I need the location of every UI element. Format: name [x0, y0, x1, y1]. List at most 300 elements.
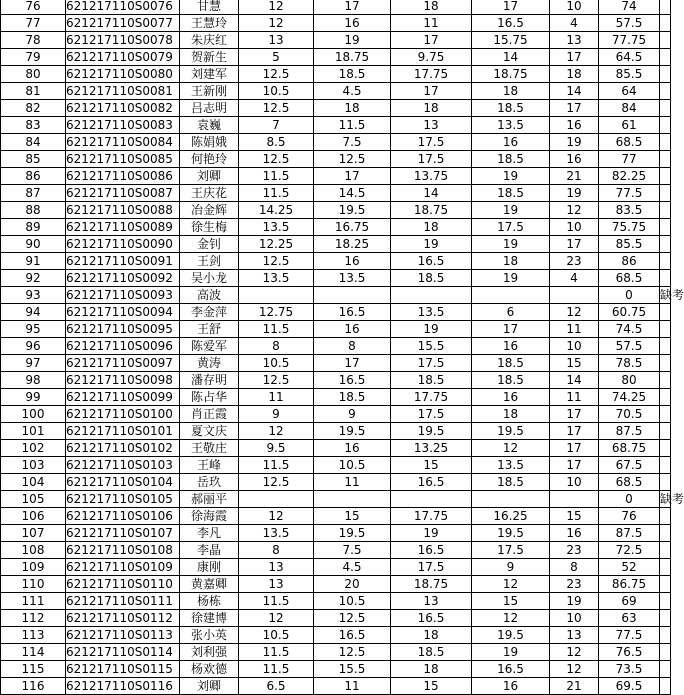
score-4-cell[interactable]: 19.5	[472, 525, 550, 542]
candidate-id-cell[interactable]: 621217110S0108	[66, 542, 180, 559]
score-3-cell[interactable]: 17.75	[391, 389, 472, 406]
score-2-cell[interactable]: 12.5	[314, 644, 391, 661]
remark-cell[interactable]	[660, 457, 671, 474]
score-4-cell[interactable]: 19	[472, 644, 550, 661]
remark-cell[interactable]	[660, 423, 671, 440]
score-2-cell[interactable]: 16.5	[314, 372, 391, 389]
score-1-cell[interactable]: 8.5	[239, 134, 314, 151]
candidate-name-cell[interactable]: 杨栋	[180, 593, 239, 610]
score-2-cell[interactable]: 17	[314, 168, 391, 185]
total-score-cell[interactable]: 85.5	[599, 236, 660, 253]
total-score-cell[interactable]: 57.5	[599, 15, 660, 32]
candidate-name-cell[interactable]: 何艳玲	[180, 151, 239, 168]
score-1-cell[interactable]: 13	[239, 576, 314, 593]
score-5-cell[interactable]: 15	[550, 355, 599, 372]
score-1-cell[interactable]: 12	[239, 610, 314, 627]
row-number-cell[interactable]: 105	[1, 491, 66, 508]
row-number-cell[interactable]: 89	[1, 219, 66, 236]
remark-cell[interactable]	[660, 440, 671, 457]
score-4-cell[interactable]: 12	[472, 576, 550, 593]
remark-cell[interactable]	[660, 202, 671, 219]
total-score-cell[interactable]: 69	[599, 593, 660, 610]
score-5-cell[interactable]: 12	[550, 304, 599, 321]
score-5-cell[interactable]: 11	[550, 389, 599, 406]
score-5-cell[interactable]: 19	[550, 593, 599, 610]
score-1-cell[interactable]: 11.5	[239, 168, 314, 185]
score-3-cell[interactable]: 18.5	[391, 372, 472, 389]
total-score-cell[interactable]: 69.5	[599, 678, 660, 695]
candidate-name-cell[interactable]: 陈娟娥	[180, 134, 239, 151]
candidate-id-cell[interactable]: 621217110S0097	[66, 355, 180, 372]
score-5-cell[interactable]: 13	[550, 627, 599, 644]
score-4-cell[interactable]: 18.5	[472, 474, 550, 491]
score-1-cell[interactable]: 10.5	[239, 83, 314, 100]
remark-cell[interactable]	[660, 253, 671, 270]
score-2-cell[interactable]: 16.75	[314, 219, 391, 236]
score-3-cell[interactable]: 18	[391, 661, 472, 678]
total-score-cell[interactable]: 68.75	[599, 440, 660, 457]
score-2-cell[interactable]: 19.5	[314, 525, 391, 542]
score-2-cell[interactable]: 16	[314, 440, 391, 457]
candidate-name-cell[interactable]: 贺新生	[180, 49, 239, 66]
candidate-name-cell[interactable]: 朱庆红	[180, 32, 239, 49]
score-2-cell[interactable]: 20	[314, 576, 391, 593]
total-score-cell[interactable]: 77.75	[599, 32, 660, 49]
score-3-cell[interactable]: 19	[391, 236, 472, 253]
score-5-cell[interactable]: 10	[550, 610, 599, 627]
score-4-cell[interactable]: 17.5	[472, 542, 550, 559]
score-4-cell[interactable]: 19.5	[472, 423, 550, 440]
total-score-cell[interactable]: 60.75	[599, 304, 660, 321]
candidate-name-cell[interactable]: 杨欢德	[180, 661, 239, 678]
score-4-cell[interactable]: 17	[472, 321, 550, 338]
remark-cell[interactable]	[660, 304, 671, 321]
remark-cell[interactable]	[660, 236, 671, 253]
remark-cell[interactable]: 缺考	[660, 492, 684, 506]
score-4-cell[interactable]: 19	[472, 168, 550, 185]
score-1-cell[interactable]: 7	[239, 117, 314, 134]
total-score-cell[interactable]: 64.5	[599, 49, 660, 66]
score-2-cell[interactable]: 10.5	[314, 457, 391, 474]
score-5-cell[interactable]: 10	[550, 338, 599, 355]
candidate-id-cell[interactable]: 621217110S0107	[66, 525, 180, 542]
score-3-cell[interactable]: 17.5	[391, 134, 472, 151]
row-number-cell[interactable]: 108	[1, 542, 66, 559]
row-number-cell[interactable]: 94	[1, 304, 66, 321]
score-2-cell[interactable]: 18	[314, 100, 391, 117]
candidate-id-cell[interactable]: 621217110S0095	[66, 321, 180, 338]
score-2-cell[interactable]: 10.5	[314, 593, 391, 610]
row-number-cell[interactable]: 100	[1, 406, 66, 423]
total-score-cell[interactable]: 86.75	[599, 576, 660, 593]
score-2-cell[interactable]: 12.5	[314, 610, 391, 627]
score-1-cell[interactable]: 10.5	[239, 627, 314, 644]
score-1-cell[interactable]: 13	[239, 559, 314, 576]
score-4-cell[interactable]: 18.5	[472, 100, 550, 117]
total-score-cell[interactable]: 74.25	[599, 389, 660, 406]
candidate-name-cell[interactable]: 袁巍	[180, 117, 239, 134]
score-5-cell[interactable]: 10	[550, 0, 599, 15]
remark-cell[interactable]	[660, 576, 671, 593]
candidate-id-cell[interactable]: 621217110S0090	[66, 236, 180, 253]
score-5-cell[interactable]: 11	[550, 321, 599, 338]
score-5-cell[interactable]: 15	[550, 508, 599, 525]
remark-cell[interactable]	[660, 508, 671, 525]
score-5-cell[interactable]: 10	[550, 219, 599, 236]
remark-cell[interactable]	[660, 0, 671, 15]
candidate-name-cell[interactable]: 郝丽平	[180, 491, 239, 508]
candidate-id-cell[interactable]: 621217110S0079	[66, 49, 180, 66]
candidate-name-cell[interactable]: 李金萍	[180, 304, 239, 321]
row-number-cell[interactable]: 93	[1, 287, 66, 304]
score-2-cell[interactable]: 15.5	[314, 661, 391, 678]
remark-cell[interactable]	[660, 151, 671, 168]
remark-cell[interactable]	[660, 134, 671, 151]
score-3-cell[interactable]: 18	[391, 0, 472, 15]
remark-cell[interactable]	[660, 117, 671, 134]
score-5-cell[interactable]: 17	[550, 457, 599, 474]
score-1-cell[interactable]: 12.5	[239, 253, 314, 270]
remark-cell[interactable]	[660, 338, 671, 355]
remark-cell[interactable]	[660, 389, 671, 406]
score-3-cell[interactable]: 17.5	[391, 355, 472, 372]
candidate-id-cell[interactable]: 621217110S0112	[66, 610, 180, 627]
candidate-id-cell[interactable]: 621217110S0078	[66, 32, 180, 49]
score-1-cell[interactable]: 11.5	[239, 593, 314, 610]
remark-cell[interactable]	[660, 355, 671, 372]
score-2-cell[interactable]: 9	[314, 406, 391, 423]
score-2-cell[interactable]: 11	[314, 678, 391, 695]
candidate-name-cell[interactable]: 甘慧	[180, 0, 239, 15]
total-score-cell[interactable]: 78.5	[599, 355, 660, 372]
score-3-cell[interactable]: 17.5	[391, 151, 472, 168]
score-5-cell[interactable]: 17	[550, 49, 599, 66]
score-4-cell[interactable]: 13.5	[472, 457, 550, 474]
score-2-cell[interactable]: 16.5	[314, 304, 391, 321]
score-3-cell[interactable]: 18	[391, 219, 472, 236]
score-4-cell[interactable]: 16	[472, 338, 550, 355]
score-3-cell[interactable]: 16.5	[391, 542, 472, 559]
row-number-cell[interactable]: 76	[1, 0, 66, 15]
candidate-id-cell[interactable]: 621217110S0105	[66, 491, 180, 508]
candidate-id-cell[interactable]: 621217110S0106	[66, 508, 180, 525]
row-number-cell[interactable]: 106	[1, 508, 66, 525]
score-1-cell[interactable]: 8	[239, 338, 314, 355]
score-3-cell[interactable]: 18.75	[391, 202, 472, 219]
remark-cell[interactable]	[660, 474, 671, 491]
row-number-cell[interactable]: 87	[1, 185, 66, 202]
row-number-cell[interactable]: 85	[1, 151, 66, 168]
score-5-cell[interactable]: 12	[550, 661, 599, 678]
score-5-cell[interactable]: 19	[550, 134, 599, 151]
score-3-cell[interactable]: 13	[391, 117, 472, 134]
score-4-cell[interactable]: 18.5	[472, 185, 550, 202]
total-score-cell[interactable]: 74.5	[599, 321, 660, 338]
remark-cell[interactable]	[660, 168, 671, 185]
row-number-cell[interactable]: 90	[1, 236, 66, 253]
candidate-id-cell[interactable]: 621217110S0081	[66, 83, 180, 100]
score-2-cell[interactable]: 8	[314, 338, 391, 355]
remark-cell[interactable]	[660, 525, 671, 542]
remark-cell[interactable]	[660, 66, 671, 83]
score-4-cell[interactable]: 6	[472, 304, 550, 321]
score-4-cell[interactable]: 18	[472, 83, 550, 100]
score-5-cell[interactable]: 14	[550, 83, 599, 100]
score-3-cell[interactable]: 19	[391, 321, 472, 338]
score-5-cell[interactable]: 12	[550, 202, 599, 219]
total-score-cell[interactable]: 73.5	[599, 661, 660, 678]
score-2-cell[interactable]: 19	[314, 32, 391, 49]
score-4-cell[interactable]	[472, 287, 550, 304]
candidate-id-cell[interactable]: 621217110S0114	[66, 644, 180, 661]
score-1-cell[interactable]: 12.5	[239, 100, 314, 117]
total-score-cell[interactable]: 76.5	[599, 644, 660, 661]
total-score-cell[interactable]: 0	[599, 287, 660, 304]
score-4-cell[interactable]: 19	[472, 270, 550, 287]
candidate-id-cell[interactable]: 621217110S0096	[66, 338, 180, 355]
score-5-cell[interactable]: 23	[550, 542, 599, 559]
total-score-cell[interactable]: 77.5	[599, 627, 660, 644]
total-score-cell[interactable]: 67.5	[599, 457, 660, 474]
row-number-cell[interactable]: 99	[1, 389, 66, 406]
total-score-cell[interactable]: 75.75	[599, 219, 660, 236]
row-number-cell[interactable]: 109	[1, 559, 66, 576]
score-1-cell[interactable]: 12.75	[239, 304, 314, 321]
candidate-id-cell[interactable]: 621217110S0083	[66, 117, 180, 134]
score-5-cell[interactable]: 13	[550, 32, 599, 49]
row-number-cell[interactable]: 97	[1, 355, 66, 372]
remark-cell[interactable]	[660, 661, 671, 678]
score-2-cell[interactable]: 7.5	[314, 134, 391, 151]
score-4-cell[interactable]: 18.75	[472, 66, 550, 83]
score-3-cell[interactable]: 17.75	[391, 66, 472, 83]
score-3-cell[interactable]: 13.25	[391, 440, 472, 457]
row-number-cell[interactable]: 79	[1, 49, 66, 66]
remark-cell[interactable]	[660, 559, 671, 576]
score-2-cell[interactable]	[314, 287, 391, 304]
total-score-cell[interactable]: 68.5	[599, 270, 660, 287]
candidate-name-cell[interactable]: 王新刚	[180, 83, 239, 100]
remark-cell[interactable]	[660, 593, 671, 610]
row-number-cell[interactable]: 111	[1, 593, 66, 610]
row-number-cell[interactable]: 104	[1, 474, 66, 491]
score-1-cell[interactable]	[239, 491, 314, 508]
candidate-name-cell[interactable]: 徐生梅	[180, 219, 239, 236]
score-1-cell[interactable]: 11.5	[239, 321, 314, 338]
row-number-cell[interactable]: 103	[1, 457, 66, 474]
score-4-cell[interactable]: 12	[472, 610, 550, 627]
candidate-name-cell[interactable]: 陈爱军	[180, 338, 239, 355]
score-5-cell[interactable]: 16	[550, 117, 599, 134]
row-number-cell[interactable]: 115	[1, 661, 66, 678]
remark-cell[interactable]	[660, 100, 671, 117]
row-number-cell[interactable]: 110	[1, 576, 66, 593]
score-2-cell[interactable]: 12.5	[314, 151, 391, 168]
score-1-cell[interactable]: 5	[239, 49, 314, 66]
row-number-cell[interactable]: 86	[1, 168, 66, 185]
score-3-cell[interactable]: 18.5	[391, 644, 472, 661]
total-score-cell[interactable]: 83.5	[599, 202, 660, 219]
score-4-cell[interactable]: 13.5	[472, 117, 550, 134]
score-5-cell[interactable]: 17	[550, 406, 599, 423]
candidate-name-cell[interactable]: 金钊	[180, 236, 239, 253]
row-number-cell[interactable]: 101	[1, 423, 66, 440]
total-score-cell[interactable]: 64	[599, 83, 660, 100]
score-5-cell[interactable]: 17	[550, 423, 599, 440]
row-number-cell[interactable]: 84	[1, 134, 66, 151]
score-4-cell[interactable]: 18.5	[472, 355, 550, 372]
candidate-name-cell[interactable]: 刘建军	[180, 66, 239, 83]
candidate-name-cell[interactable]: 李凡	[180, 525, 239, 542]
score-5-cell[interactable]: 23	[550, 253, 599, 270]
candidate-id-cell[interactable]: 621217110S0094	[66, 304, 180, 321]
score-5-cell[interactable]: 8	[550, 559, 599, 576]
total-score-cell[interactable]: 70.5	[599, 406, 660, 423]
total-score-cell[interactable]: 68.5	[599, 474, 660, 491]
score-5-cell[interactable]: 16	[550, 525, 599, 542]
remark-cell[interactable]	[660, 219, 671, 236]
remark-cell[interactable]	[660, 627, 671, 644]
row-number-cell[interactable]: 98	[1, 372, 66, 389]
score-3-cell[interactable]: 17	[391, 83, 472, 100]
score-1-cell[interactable]: 11.5	[239, 661, 314, 678]
total-score-cell[interactable]: 74	[599, 0, 660, 15]
score-4-cell[interactable]: 18	[472, 253, 550, 270]
remark-cell[interactable]: 缺考	[660, 288, 684, 302]
score-2-cell[interactable]: 4.5	[314, 83, 391, 100]
score-3-cell[interactable]: 17.75	[391, 508, 472, 525]
score-1-cell[interactable]: 8	[239, 542, 314, 559]
candidate-name-cell[interactable]: 刘卿	[180, 678, 239, 695]
score-5-cell[interactable]	[550, 287, 599, 304]
score-3-cell[interactable]: 18.5	[391, 270, 472, 287]
total-score-cell[interactable]: 61	[599, 117, 660, 134]
row-number-cell[interactable]: 82	[1, 100, 66, 117]
score-4-cell[interactable]	[472, 491, 550, 508]
score-5-cell[interactable]: 14	[550, 372, 599, 389]
candidate-id-cell[interactable]: 621217110S0089	[66, 219, 180, 236]
remark-cell[interactable]	[660, 610, 671, 627]
candidate-name-cell[interactable]: 肖正霞	[180, 406, 239, 423]
remark-cell[interactable]	[660, 83, 671, 100]
row-number-cell[interactable]: 83	[1, 117, 66, 134]
score-1-cell[interactable]: 13	[239, 32, 314, 49]
candidate-name-cell[interactable]: 黄涛	[180, 355, 239, 372]
remark-cell[interactable]	[660, 49, 671, 66]
score-1-cell[interactable]: 11	[239, 389, 314, 406]
score-2-cell[interactable]: 18.5	[314, 389, 391, 406]
candidate-id-cell[interactable]: 621217110S0101	[66, 423, 180, 440]
candidate-id-cell[interactable]: 621217110S0084	[66, 134, 180, 151]
remark-cell[interactable]	[660, 270, 671, 287]
candidate-id-cell[interactable]: 621217110S0099	[66, 389, 180, 406]
score-2-cell[interactable]: 16.5	[314, 627, 391, 644]
score-2-cell[interactable]: 4.5	[314, 559, 391, 576]
score-3-cell[interactable]: 9.75	[391, 49, 472, 66]
score-3-cell[interactable]: 16.5	[391, 610, 472, 627]
score-5-cell[interactable]	[550, 491, 599, 508]
score-1-cell[interactable]: 12	[239, 0, 314, 15]
score-5-cell[interactable]: 21	[550, 678, 599, 695]
score-1-cell[interactable]: 12	[239, 508, 314, 525]
candidate-id-cell[interactable]: 621217110S0082	[66, 100, 180, 117]
score-3-cell[interactable]: 13	[391, 593, 472, 610]
score-3-cell[interactable]: 17.5	[391, 559, 472, 576]
remark-cell[interactable]	[660, 406, 671, 423]
score-2-cell[interactable]: 7.5	[314, 542, 391, 559]
score-5-cell[interactable]: 12	[550, 644, 599, 661]
score-1-cell[interactable]: 12.5	[239, 372, 314, 389]
score-2-cell[interactable]: 17	[314, 355, 391, 372]
total-score-cell[interactable]: 82.25	[599, 168, 660, 185]
total-score-cell[interactable]: 68.5	[599, 134, 660, 151]
score-1-cell[interactable]: 12.5	[239, 151, 314, 168]
score-4-cell[interactable]: 17	[472, 0, 550, 15]
score-3-cell[interactable]: 15.5	[391, 338, 472, 355]
remark-cell[interactable]	[660, 32, 671, 49]
candidate-id-cell[interactable]: 621217110S0098	[66, 372, 180, 389]
row-number-cell[interactable]: 91	[1, 253, 66, 270]
score-3-cell[interactable]: 13.75	[391, 168, 472, 185]
candidate-name-cell[interactable]: 黄嘉卿	[180, 576, 239, 593]
row-number-cell[interactable]: 80	[1, 66, 66, 83]
remark-cell[interactable]	[660, 542, 671, 559]
score-4-cell[interactable]: 18	[472, 406, 550, 423]
candidate-id-cell[interactable]: 621217110S0088	[66, 202, 180, 219]
score-4-cell[interactable]: 16	[472, 678, 550, 695]
candidate-name-cell[interactable]: 徐海霞	[180, 508, 239, 525]
score-1-cell[interactable]: 11.5	[239, 185, 314, 202]
candidate-id-cell[interactable]: 621217110S0080	[66, 66, 180, 83]
score-2-cell[interactable]: 16	[314, 321, 391, 338]
total-score-cell[interactable]: 84	[599, 100, 660, 117]
score-1-cell[interactable]: 6.5	[239, 678, 314, 695]
total-score-cell[interactable]: 87.5	[599, 525, 660, 542]
total-score-cell[interactable]: 0	[599, 491, 660, 508]
candidate-id-cell[interactable]: 621217110S0091	[66, 253, 180, 270]
score-2-cell[interactable]: 11.5	[314, 117, 391, 134]
score-1-cell[interactable]: 13.5	[239, 525, 314, 542]
score-2-cell[interactable]: 16	[314, 15, 391, 32]
candidate-id-cell[interactable]: 621217110S0110	[66, 576, 180, 593]
candidate-id-cell[interactable]: 621217110S0086	[66, 168, 180, 185]
score-3-cell[interactable]: 19	[391, 525, 472, 542]
score-5-cell[interactable]: 17	[550, 440, 599, 457]
score-5-cell[interactable]: 17	[550, 100, 599, 117]
score-2-cell[interactable]: 11	[314, 474, 391, 491]
score-1-cell[interactable]: 14.25	[239, 202, 314, 219]
candidate-name-cell[interactable]: 王慧玲	[180, 15, 239, 32]
candidate-id-cell[interactable]: 621217110S0093	[66, 287, 180, 304]
score-1-cell[interactable]: 11.5	[239, 457, 314, 474]
candidate-id-cell[interactable]: 621217110S0100	[66, 406, 180, 423]
score-2-cell[interactable]: 17	[314, 0, 391, 15]
score-3-cell[interactable]: 17	[391, 32, 472, 49]
score-1-cell[interactable]: 12.25	[239, 236, 314, 253]
score-4-cell[interactable]: 18.5	[472, 151, 550, 168]
candidate-id-cell[interactable]: 621217110S0109	[66, 559, 180, 576]
score-5-cell[interactable]: 4	[550, 270, 599, 287]
score-4-cell[interactable]: 15.75	[472, 32, 550, 49]
candidate-name-cell[interactable]: 王峰	[180, 457, 239, 474]
score-4-cell[interactable]: 19	[472, 202, 550, 219]
remark-cell[interactable]	[660, 678, 671, 695]
candidate-id-cell[interactable]: 621217110S0102	[66, 440, 180, 457]
score-4-cell[interactable]: 18.5	[472, 372, 550, 389]
remark-cell[interactable]	[660, 185, 671, 202]
candidate-name-cell[interactable]: 徐建博	[180, 610, 239, 627]
candidate-name-cell[interactable]: 吕志明	[180, 100, 239, 117]
